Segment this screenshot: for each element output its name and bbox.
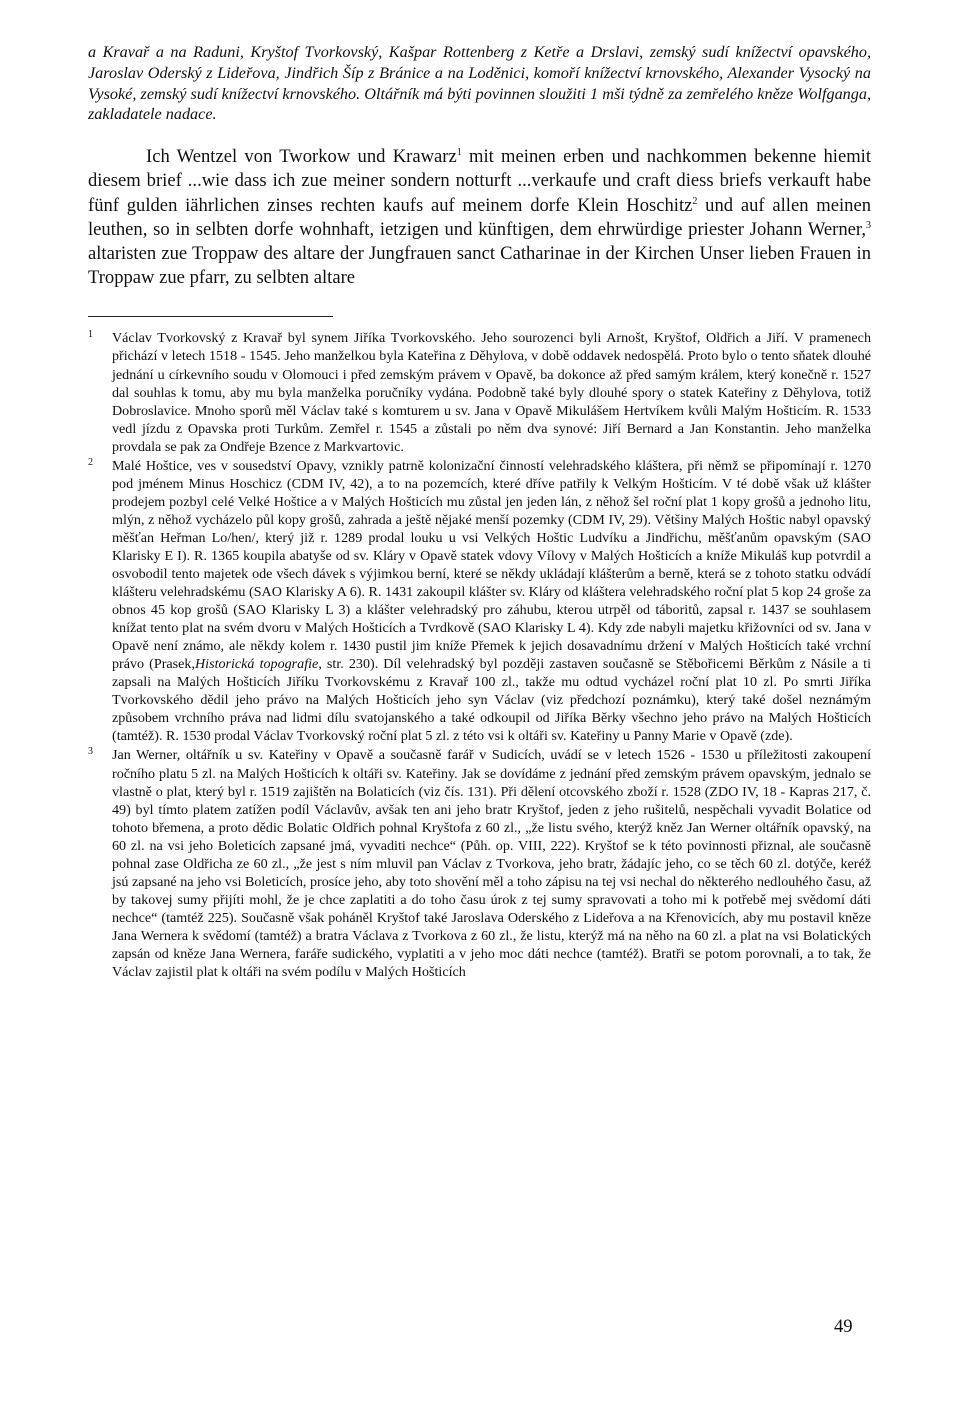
footnote-3 <box>88 746 871 981</box>
footnote-text-after: , str. 230). Díl velehradský byl později zastaven současně se Stěbořicemi Běrkům z Násile a ti zapsali na Malých Hošticích Jiříku Tvorkovskému z Kravař 100 zl., takže mu odtud vycházel roční plat 10 zl. Po smrti Jiříka Tvorkovského dědil jeho právo na Malých Hošticích jeho syn Václav (viz předchozí poznámku), který také došel neznámým způsobem vrchního práva nad lidmi dílu svatojanského a také odkoupil od Jiříka Běrky všechno jeho právo na Malých Hošticích (tamtéž). R. 1530 prodal Václav Tvorkovský roční plat 5 zl. z této vsi k oltáři sv. Kateřiny u Panny Marie v Opavě (zde). <box>112 656 872 745</box>
footnote-ref-3: 3 <box>866 219 871 231</box>
main-text-part-3: und auf allen meinen leuthen, so in selbten dorfe wohnhaft, ietzigen und künftigen, dem ehrwürdige priester Johann Werner, <box>88 194 871 240</box>
main-text-paragraph <box>88 145 871 290</box>
footnote-number: 1 <box>88 329 93 341</box>
footnote-text: Václav Tvorkovský z Kravař byl synem Jiříka Tvorkovského. Jeho sourozenci byli Arnošt, Kryštof, Oldřich a Jiří. V pramenech přichází v letech 1518 - 1545. Jeho manželkou byla Kateřina z Děhylova, v době oddavek nedospělá. Proto bylo o tento sňatek dlouhé jednání u církevního soudu v Olomouci i před zemským právem v Opavě, ba dokonce až před samým králem, který konečně r. 1527 dal souhlas k tomu, aby mu byla manželka poručníky vydána. Podobně také byly dlouhé spory o statek Kateřiny z Děhylova, totiž Dobroslavice. Mnoho sporů měl Václav také s komturem u sv. Jana v Opavě Mikulášem Hertvíkem kvůli Malým Hošticím. R. 1533 vedl jízdu z Opavska proti Turkům. Zemřel r. 1545 a zůstali po něm dva synové: Jiří Bernard a Jan Konstantin. Jeho manželka provdala se pak za Ondřeje Bzence z Markvartovic. <box>112 330 871 455</box>
page-number: 49 <box>834 1316 853 1337</box>
footnote-italic-title: Historická topografie <box>194 656 319 673</box>
footnote-separator <box>88 316 333 317</box>
main-text-part-2: mit meinen erben und nachkommen bekenne hiemit diesem brief ...wie dass ich zue meiner sondern notturft ...verkaufe und craft diess briefs verkauft habe fünf gulden iährlichen zinses rechten kaufs auf meinem dorfe Klein Hoschitz <box>88 146 871 216</box>
footnote-ref-2: 2 <box>692 195 698 207</box>
footnote-text: Jan Werner, oltářník u sv. Kateřiny v Opavě a současně farář v Sudicích, uvádí se v letech 1526 - 1530 u příležitosti zakoupení ročního platu 5 zl. na Malých Hošticích k oltáři sv. Kateřiny. Jak se dovídáme z jednání před zemským právem opavským, jednalo se vlastně o plat, který byl r. 1519 zajištěn na Bolaticích (viz čís. 131). Při dělení otcovského zboží r. 1528 (ZDO IV, 18 - Kapras 217, č. 49) byl tímto platem zatížen podíl Václavův, avšak ten ani jeho bratr Kryštof, jeden z jeho rušitelů, nespěchali vyvadit Bolatice od tohoto břemena, a proto dědic Bolatic Oldřich pohnal Kryštofa z 60 zl., „že listu svého, kterýž kněz Jan Werner oltářník opavský, na 60 zl. na vsi jeho Boleticích zapsané jmá, vyvaditi nechce“ (Půh. op. VIII, 222). Kryštof se k této povinnosti přiznal, ale současně pohnal zase Oldřicha ze 60 zl., „že jest s ním mluvil pan Václav z Tvorkova, jeho bratr, žádajíc jeho, co se těch 60 zl. dotýče, keréž jsú zapsané na jeho vsi Boleticích, prosíce jeho, aby toto shovění měl a toho zápisu na tej vsi nechal do některého nedlouhého času, až by takovej sumy přijíti mohl, že je chce zaplatiti a do toho času úrok z tej sumy spravovati a toho mi k potřebě mej svědomí dáti nechce“ (tamtéž 225). Současně však poháněl Kryštof také Jaroslava Oderského z Lideřova a na Křenovicích, aby mu postavil kněze Jana Wernera k svědomí (tamtéž) a bratra Václava z Tvorkova z 60 zl., že listu, kterýž má na něho na 60 zl. a plat na vsi Bolatických zapsán od kněze Jana Wernera, faráře sudického, vyplatiti a v jeho moc dáti nechce (tamtéž). Bratři se potom porovnali, a to tak, že Václav zajistil plat k oltáři na svém podílu v Malých Hošticích <box>112 747 871 981</box>
main-text-part-1: Ich Wentzel von Tworkow und Krawarz <box>146 146 457 168</box>
footnote-1 <box>88 329 871 455</box>
footnote-text-before: Malé Hoštice, ves v sousedství Opavy, vznikly patrně kolonizační činností velehradského kláštera, při němž se připomínají r. 1270 pod jménem Minus Hoschicz (CDM IV, 42), a to na pozemcích, které dříve patřily k Velkým Hošticím. V té době však už klášter prodejem pozbyl celé Velké Hoštice a v Malých Hošticích mu zůstal jen jeden lán, z něhož šel roční plat 1 kopy grošů a jednoho litu, mlýn, z něhož vycházelo půl kopy grošů, zahrada a ještě nějaké menší pozemky (CDM IV, 29). Většiny Malých Hoštic nabyl opavský měšťan Heřman Lo/hen/, který již r. 1289 prodal louku u vsi Velkých Hoštic Ludvíku a Jindřichu, měšťanům opavským (SAO Klarisky E I). R. 1365 koupila abatyše od sv. Kláry v Opavě statek vdovy Vílovy v Malých Hošticích a kníže Mikuláš kup potvrdil a osvobodil tento majetek ode všech dávek s výjimkou berní, které se někdy ukládají klášterům a berně, která se z tohoto statku odvádí klášteru velehradskému (SAO Klarisky A 6). R. 1431 zakoupil klášter sv. Kláry od kláštera velehradského roční plat 5 kop 24 groše za obnos 45 kop grošů (SAO Klarisky L 3) a klášter velehradský pro záhubu, kterou utrpěl od táboritů, zapsal r. 1437 se souhlasem knížat tento plat na svém dvoru v Malých Hošticích a Tvrdkově (SAO Klarisky L 4). Kdy zde nabyli majetku křižovníci od sv. Jana v Opavě není známo, ale někdy kolem r. 1430 pustil jim kníže Přemek k jejich dosavadnímu držení v Malých Hošticích také vrchní právo (Prasek, <box>112 457 871 673</box>
footnote-2 <box>88 457 871 746</box>
footnote-number: 3 <box>88 746 93 758</box>
footnote-ref-1: 1 <box>456 147 462 159</box>
footnote-number: 2 <box>88 456 93 468</box>
main-text-part-4: altaristen zue Troppaw des altare der Jungfrauen sanct Catharinae in der Kirchen Unser lieben Frauen in Troppaw zue pfarr, zu selbten altare <box>88 243 871 289</box>
summary-paragraph: a Kravař a na Raduni, Kryštof Tvorkovský, Kašpar Rottenberg z Ketře a Drslavi, zemský sudí knížectví opavského, Jaroslav Oderský z Lideřova, Jindřich Šíp z Bránice a na Loděnici, komoří knížectví krnovského, Alexander Vysocký na Vysoké, zemský sudí knížectví krnovského. Oltářník má býti povinnen sloužiti 1 mši týdně za zemřelého kněze Wolfganga, zakladatele nadace. <box>88 43 871 124</box>
page-body <box>88 42 871 982</box>
